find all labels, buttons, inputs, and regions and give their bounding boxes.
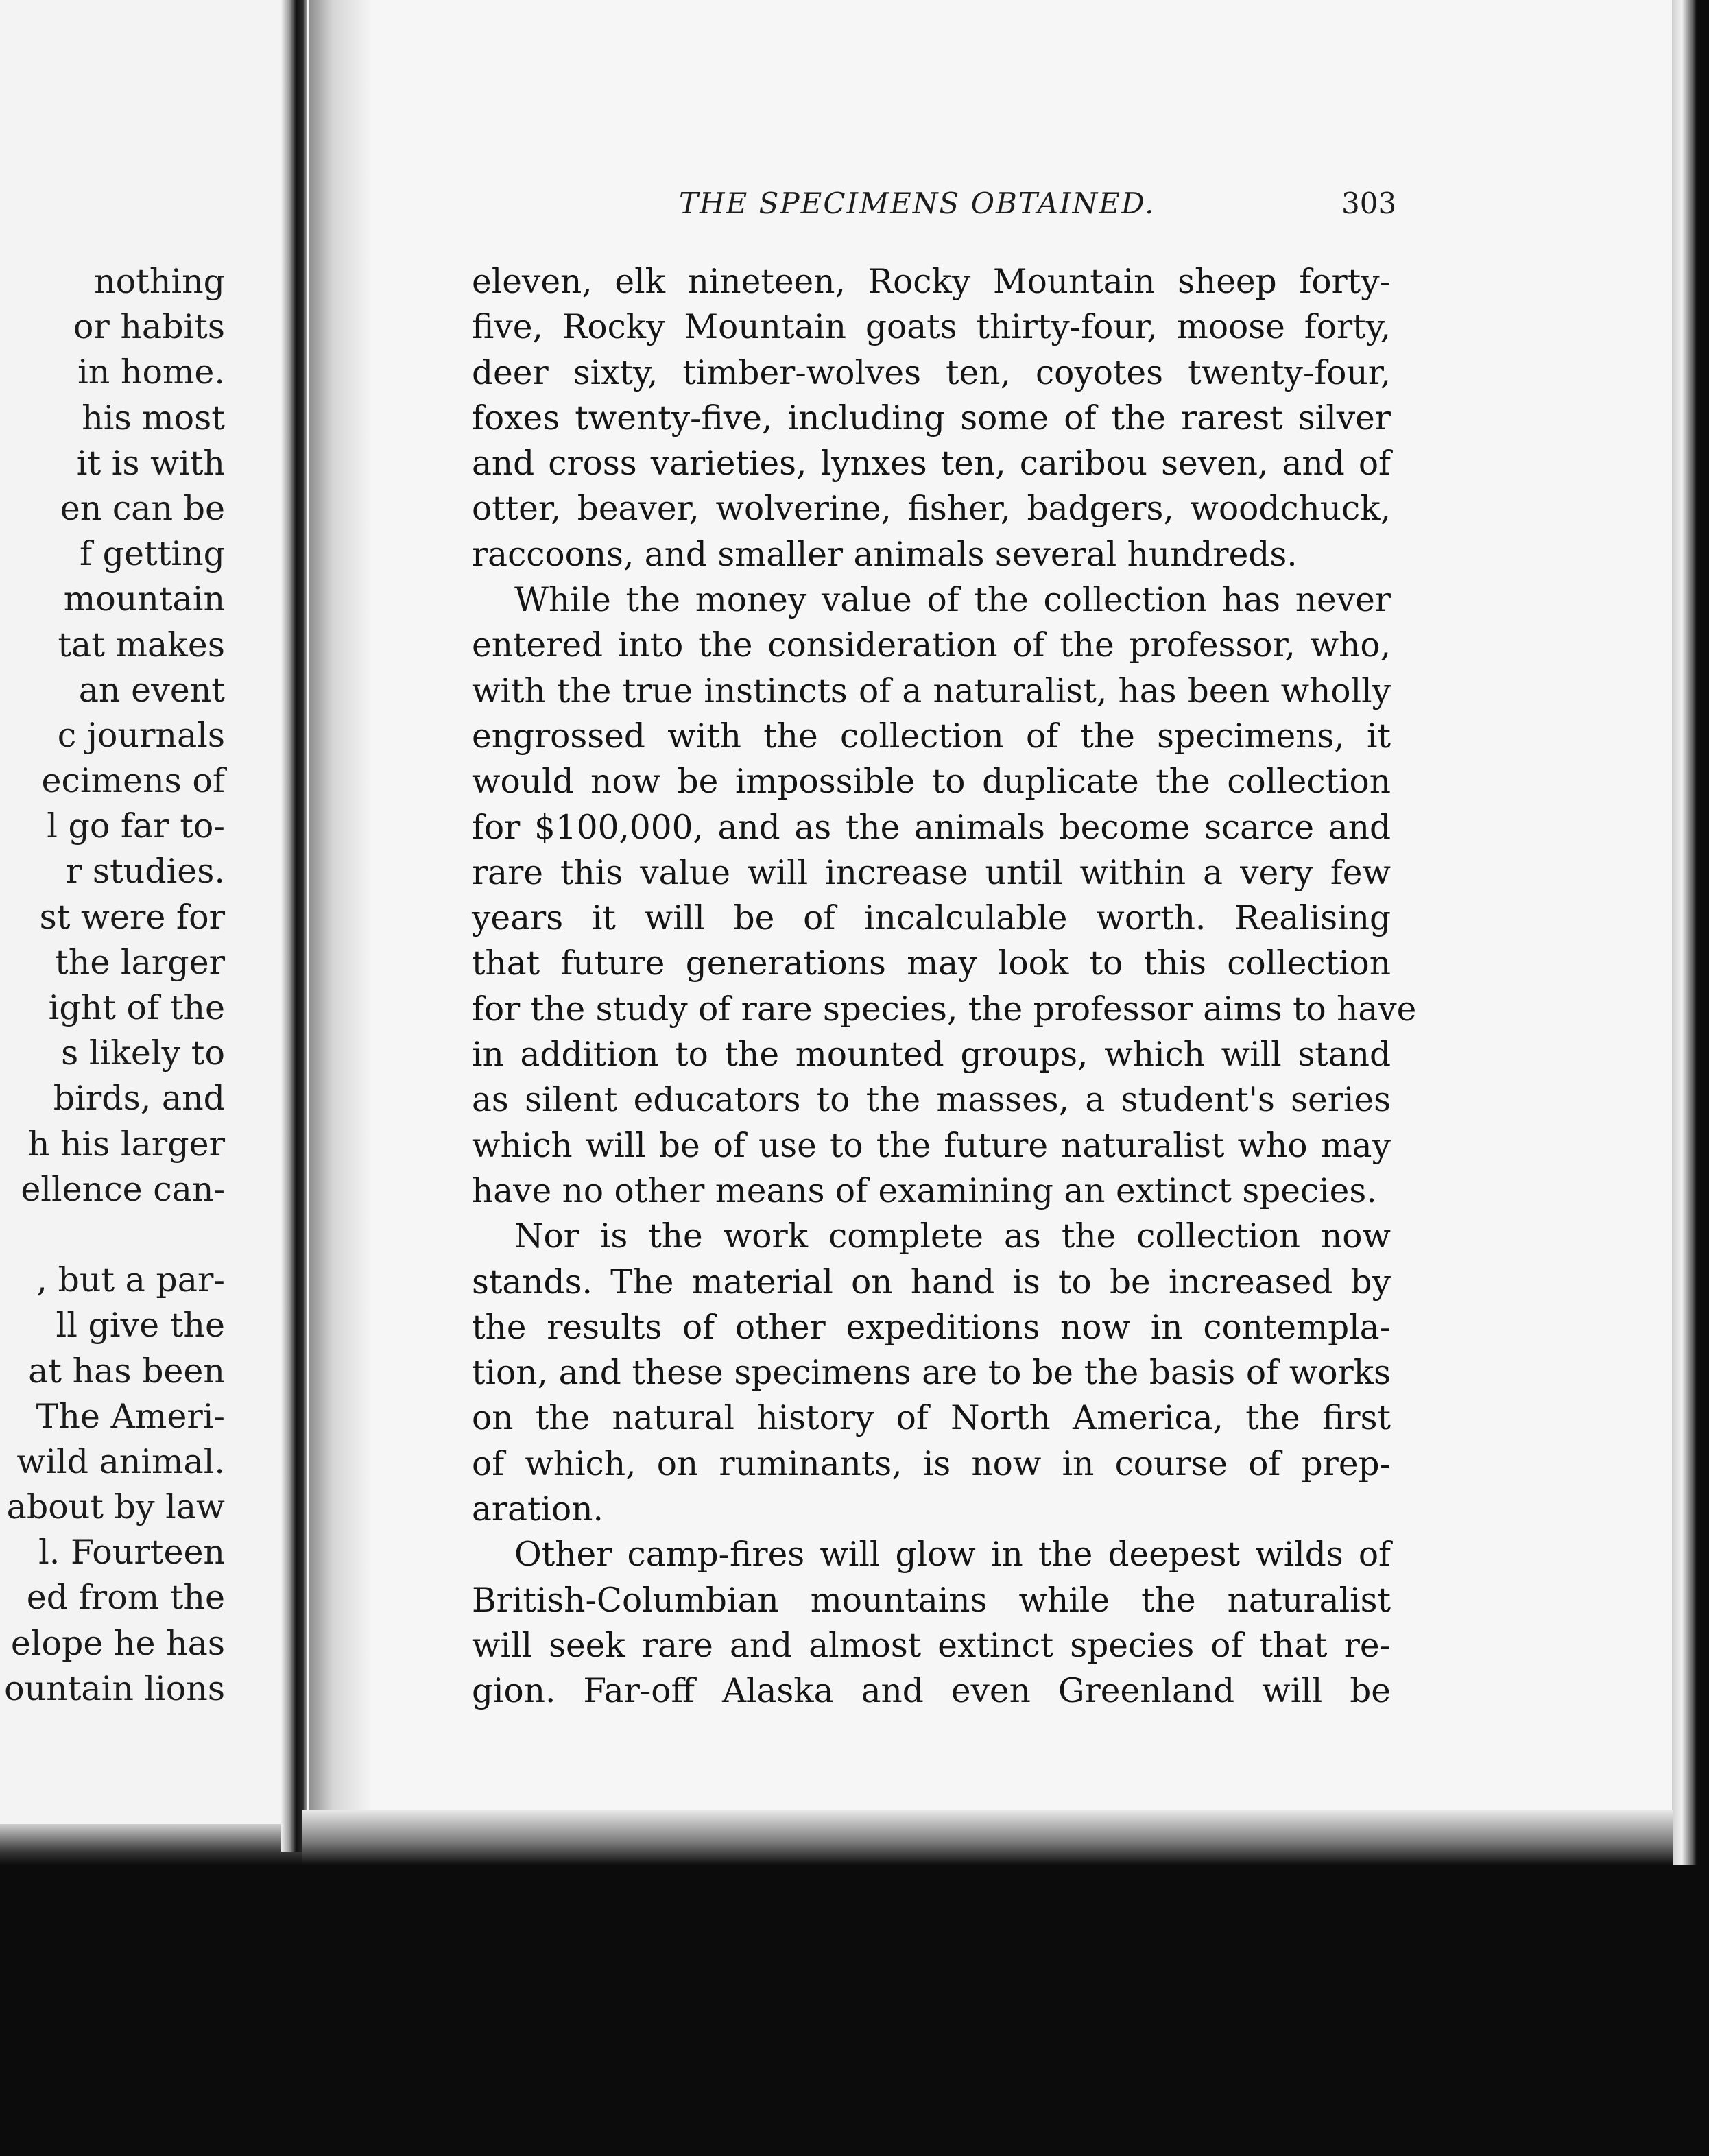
text-line: years it will be of incalculable worth. Realising [472,899,1391,938]
left-page-line: en can be [60,488,225,528]
left-page-line: or habits [73,307,225,347]
left-page-line: birds, and [53,1079,225,1118]
text-line: on the natural history of North America, the first [472,1399,1391,1438]
left-page-line: it is with [76,443,225,483]
text-line: of which, on ruminants, is now in course of prep- [472,1444,1391,1483]
text-line: rare this value will increase until within a very few [472,853,1391,892]
left-page-line: the larger [55,942,225,982]
text-line: engrossed with the collection of the specimens, it [472,717,1391,756]
left-page-line: ll give the [56,1306,225,1345]
text-line: will seek rare and almost extinct species of that re- [472,1626,1391,1665]
running-head: THE SPECIMENS OBTAINED. [679,187,1156,220]
left-page-line: ight of the [48,988,225,1027]
left-page-line: ed from the [26,1578,225,1618]
left-page-line: ountain lions [4,1668,225,1708]
text-line: that future generations may look to this collection [472,944,1391,983]
text-line: which will be of use to the future naturalist who may [472,1126,1391,1165]
left-facing-page [0,0,294,1824]
left-page-line: ecimens of [41,761,225,801]
left-page-line: s likely to [61,1033,225,1073]
page-number: 303 [1341,187,1397,220]
left-page-line: his most [82,398,225,438]
text-line: gion. Far-off Alaska and even Greenland will be [472,1672,1391,1711]
text-line: stands. The material on hand is to be increased by [472,1262,1391,1302]
gutter-shadow [309,0,370,1810]
text-line: five, Rocky Mountain goats thirty-four, moose forty, [472,308,1391,347]
left-page-line: f getting [79,534,225,574]
right-page-edge [1672,0,1697,1865]
left-page-line: r studies. [65,852,225,891]
left-page-line: The Ameri- [36,1396,225,1436]
left-page-line: in home. [77,352,225,392]
book-gutter [281,0,309,1852]
left-page-line: an event [78,670,225,710]
text-line: tion, and these specimens are to be the basis of works [472,1354,1391,1393]
text-line: entered into the consideration of the professor, who, [472,626,1391,665]
text-line: Other camp-fires will glow in the deepest wilds of [514,1535,1391,1574]
left-page-line: wild animal. [16,1441,225,1481]
text-line: Nor is the work complete as the collection now [514,1217,1391,1256]
left-page-line: about by law [6,1487,225,1527]
text-line: While the money value of the collection has never [514,581,1391,620]
text-line: raccoons, and smaller animals several hundreds. [472,535,1298,574]
left-page-line [0,1212,294,1258]
text-line: foxes twenty-five, including some of the rarest silver [472,398,1391,438]
left-page-text [0,259,294,1712]
left-page-line: tat makes [58,625,225,664]
left-page-line: st were for [39,897,225,937]
left-page-line: mountain [63,579,225,619]
left-page-line: ellence can- [21,1169,225,1209]
text-line: for the study of rare species, the professor aims to have [472,990,1417,1029]
left-page-line: elope he has [10,1623,225,1663]
text-line: aration. [472,1490,603,1529]
left-page-line: l go far to- [47,806,225,846]
text-line: have no other means of examining an extinct species. [472,1171,1377,1210]
left-page-line: c journals [57,715,225,755]
text-line: British-Columbian mountains while the naturalist [472,1581,1391,1620]
text-line: otter, beaver, wolverine, fisher, badgers, woodchuck, [472,490,1391,529]
left-page-bottom-edge [0,1824,302,1865]
text-line: eleven, elk nineteen, Rocky Mountain sheep forty- [472,263,1391,301]
text-line: in addition to the mounted groups, which will stand [472,1035,1391,1075]
right-page-bottom-edge [302,1810,1673,1865]
left-page-line: , but a par- [36,1260,225,1300]
text-line: as silent educators to the masses, a student's series [472,1081,1391,1120]
text-line: with the true instincts of a naturalist, has been wholly [472,671,1391,710]
text-line: deer sixty, timber-wolves ten, coyotes twenty-four, [472,353,1391,392]
body-text [472,259,1417,1714]
text-line: for $100,000, and as the animals become scarce and [472,808,1391,847]
text-line: would now be impossible to duplicate the collection [472,763,1391,802]
left-page-line: h his larger [27,1124,225,1164]
text-line: and cross varieties, lynxes ten, caribou seven, and of [472,444,1391,483]
left-page-line: l. Fourteen [38,1533,225,1572]
left-page-line: at has been [28,1351,225,1391]
text-line: the results of other expeditions now in contempla- [472,1308,1391,1347]
left-page-line: nothing [94,262,225,301]
